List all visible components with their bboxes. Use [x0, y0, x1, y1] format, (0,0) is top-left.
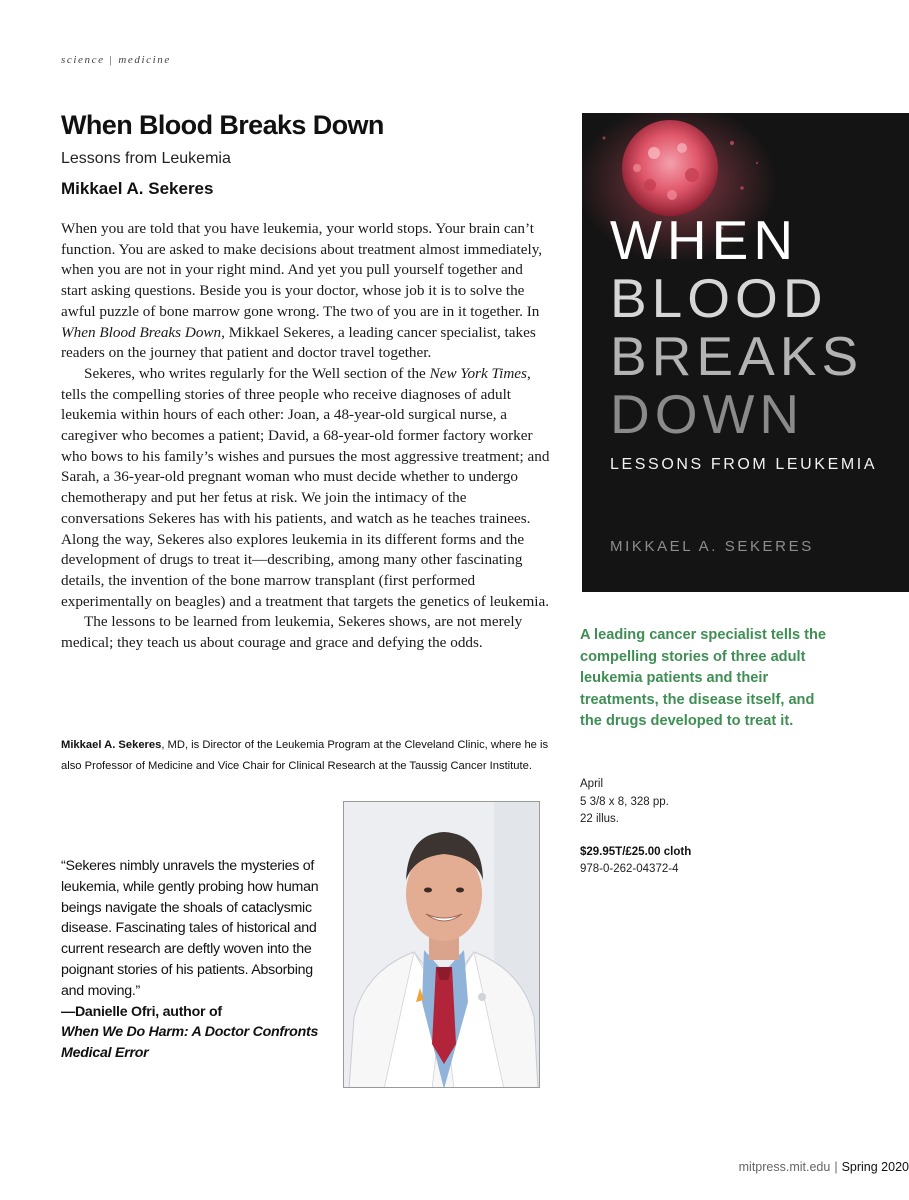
book-title: When Blood Breaks Down [61, 110, 384, 140]
description-text: Sekeres, who writes regularly for the Well section of the [84, 364, 430, 382]
endorsement-quote [61, 856, 331, 1064]
cover-title-line: BREAKS [610, 325, 864, 387]
spec-month: April [580, 778, 604, 790]
footer-url: mitpress.mit.edu [738, 1160, 831, 1174]
quote-text: “Sekeres nimbly unravels the mysteries of leukemia, while gently probing how human beings navigate the shoals of cataclysmic disease. Fascinating tales of historical and current research are deftly woven into the poignant stories of his patients. Absorbing and moving.” [61, 858, 319, 999]
category-line [61, 54, 171, 66]
description-text: When you are told that you have leukemia, your world stops. Your brain can’t function. You are asked to make decisions about treatment almost immediately, when you are not in your right mind. And yet you pull yourself together and start asking questions. Beside you is your doctor, whose job it is to solve the awful puzzle of bone marrow gone wrong. The two of you are in it together. In [61, 220, 543, 320]
category-primary: science [61, 54, 105, 66]
description-publication-italic: New York Times [429, 364, 527, 382]
description-title-italic: When Blood Breaks Down [61, 323, 222, 341]
description-paragraph-1 [61, 219, 551, 364]
quote-attribution: —Danielle Ofri, author of [61, 1003, 222, 1020]
book-specs [580, 776, 691, 879]
description-text: , tells the compelling stories of three people who receive diagnoses of adult leukemia within hours of each other: Joan, a 48-year-old surgical nurse, a caregiver who becomes a patient; David, a 68-year-old former factory worker who bows to his family’s wishes and pursues the most aggressive treatment; and Sarah, a 36-year-old pregnant woman who must decide whether to undergo chemotherapy and put her fetus at risk. We join the intimacy of the conversations Sekeres has with his patients, and watch as he teaches trainees. Along the way, Sekeres also explores leukemia in its different forms and the development of drugs to treat it—describing, among many other fascinating details, the invention of the bone marrow transplant (first performed experimentally on beagles) and a treatment that targets the genetics of leukemia. [61, 364, 550, 610]
cover-subtitle: LESSONS FROM LEUKEMIA [610, 456, 878, 473]
spec-illustrations: 22 illus. [580, 813, 619, 825]
book-subtitle: Lessons from Leukemia [61, 150, 231, 167]
description-paragraph-3: The lessons to be learned from leukemia, Sekeres shows, are not merely medical; they teach us about courage and grace and defying the odds. [61, 613, 523, 652]
description-text: , Mikkael Sekeres, a leading cancer specialist, takes readers on the journey that patient and doctor travel together. [61, 323, 536, 362]
cover-title-line: WHEN [610, 209, 799, 271]
page-footer [739, 1160, 909, 1174]
quote-source-book: When We Do Harm: A Doctor Confronts Medical Error [61, 1024, 319, 1062]
book-author: Mikkael A. Sekeres [61, 179, 214, 198]
bio-text: , MD, is Director of the Leukemia Program at the Cleveland Clinic, where he is also Professor of Medicine and Vice Chair for Clinical Research at the Taussig Cancer Institute. [61, 739, 549, 772]
author-photo [343, 801, 540, 1088]
spec-dimensions: 5 3/8 x 8, 328 pp. [580, 795, 669, 808]
category-separator: | [109, 54, 114, 66]
spec-isbn: 978-0-262-04372-4 [580, 863, 679, 875]
book-cover [582, 113, 909, 592]
category-secondary: medicine [118, 54, 171, 66]
footer-separator: | [834, 1160, 838, 1174]
bio-author-name: Mikkael A. Sekeres [61, 739, 162, 751]
cover-title-line: BLOOD [610, 267, 828, 329]
description-paragraph-2 [61, 364, 551, 612]
cover-title-line: DOWN [610, 383, 805, 445]
cover-author: MIKKAEL A. SEKERES [610, 538, 814, 555]
footer-season: Spring 2020 [841, 1160, 909, 1174]
spec-price: $29.95T/£25.00 cloth [580, 845, 692, 858]
promo-blurb: A leading cancer specialist tells the compelling stories of three adult leukemia patients and their treatments, the disease itself, and the drugs developed to treat it. [580, 627, 827, 730]
book-description [61, 219, 551, 654]
author-bio [61, 735, 556, 776]
author-portrait-image [344, 802, 540, 1088]
